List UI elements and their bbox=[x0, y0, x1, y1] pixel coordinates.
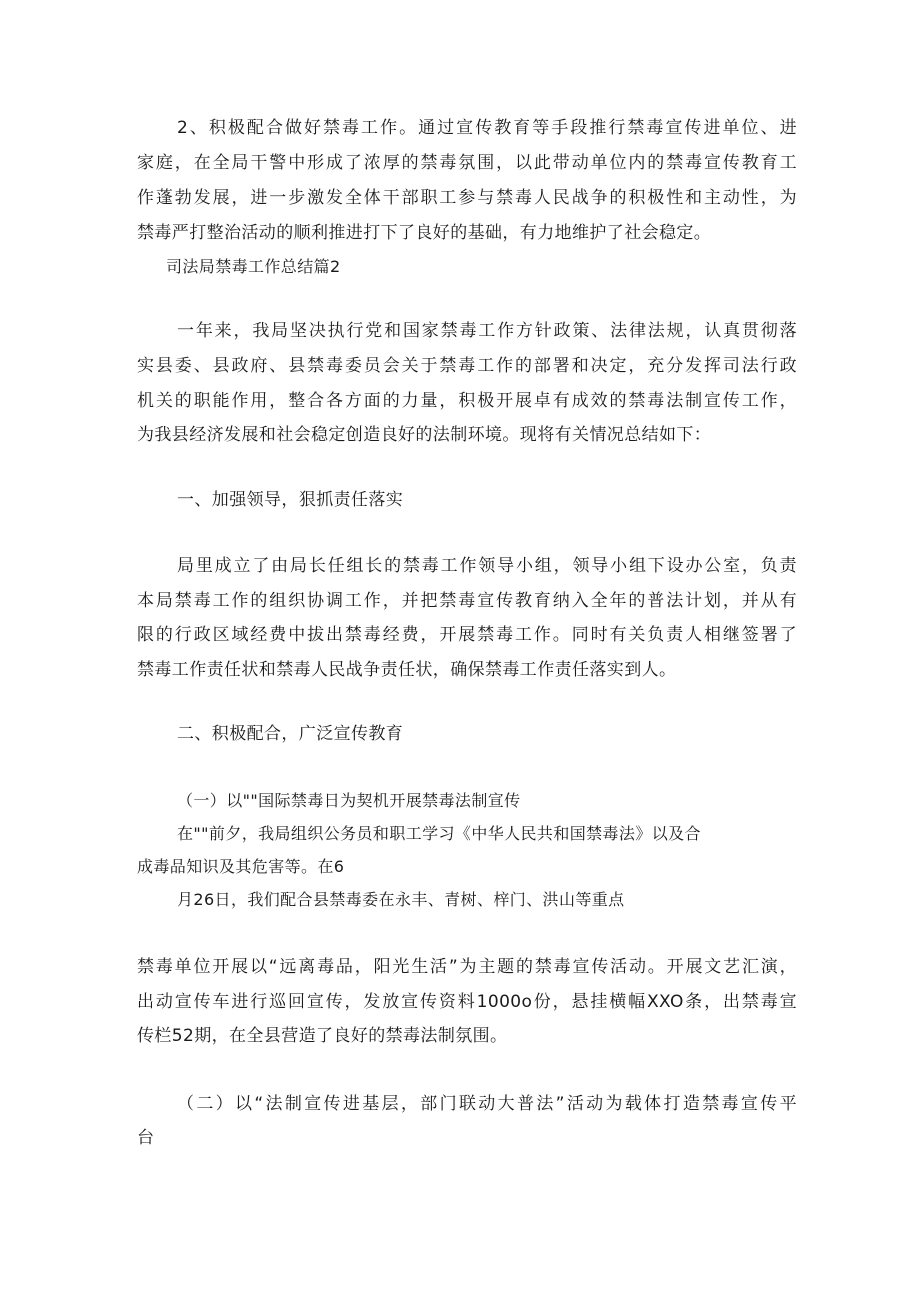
paragraph-line: 家庭，在全局干警中形成了浓厚的禁毒氛围，以此带动单位内的禁毒宣传教育工 bbox=[137, 153, 797, 173]
paragraph-line: 为我县经济发展和社会稳定创造良好的法制环境。现将有关情况总结如下： bbox=[137, 425, 712, 445]
paragraph-line: 作蓬勃发展，进一步激发全体干部职工参与禁毒人民战争的积极性和主动性，为 bbox=[137, 188, 797, 208]
paragraph-line: 局里成立了由局长任组长的禁毒工作领导小组，领导小组下设办公室，负责 bbox=[177, 556, 797, 576]
paragraph-line: 机关的职能作用，整合各方面的力量，积极开展卓有成效的禁毒法制宣传工作， bbox=[137, 391, 797, 411]
paragraph-line: 月26日，我们配合县禁毒委在永丰、青树、梓门、洪山等重点 bbox=[177, 890, 625, 909]
heading: 一、加强领导，狠抓责任落实 bbox=[177, 490, 404, 510]
paragraph-line: 限的行政区域经费中拔出禁毒经费，开展禁毒工作。同时有关负责人相继签署了 bbox=[137, 625, 797, 645]
paragraph-line: 实县委、县政府、县禁毒委员会关于禁毒工作的部署和决定，充分发挥司法行政 bbox=[137, 356, 797, 376]
sub-heading: （二）以“法制宣传进基层，部门联动大普法”活动为载体打造禁毒宣传平 bbox=[177, 1094, 797, 1114]
paragraph-line: 一年来，我局坚决执行党和国家禁毒工作方针政策、法律法规，认真贯彻落 bbox=[177, 321, 797, 341]
paragraph-line: 本局禁毒工作的组织协调工作，并把禁毒宣传教育纳入全年的普法计划，并从有 bbox=[137, 591, 797, 611]
sub-heading: 台 bbox=[137, 1128, 155, 1148]
paragraph-line: 禁毒工作责任状和禁毒人民战争责任状，确保禁毒工作责任落实到人。 bbox=[137, 660, 677, 680]
paragraph-line: 出动宣传车进行巡回宣传，发放宣传资料1000o份，悬挂横幅XXO条，出禁毒宣 bbox=[137, 992, 797, 1012]
paragraph-line: 禁毒单位开展以“远离毒品，阳光生活”为主题的禁毒宣传活动。开展文艺汇演， bbox=[137, 957, 797, 977]
heading: 二、积极配合，广泛宣传教育 bbox=[177, 724, 404, 744]
section-title: 司法局禁毒工作总结篇2 bbox=[166, 257, 341, 276]
paragraph-line: 在""前夕，我局组织公务员和职工学习《中华人民共和国禁毒法》以及合 bbox=[177, 824, 701, 843]
paragraph-line: 2、积极配合做好禁毒工作。通过宣传教育等手段推行禁毒宣传进单位、进 bbox=[177, 118, 797, 138]
paragraph-line: 成毒品知识及其危害等。在6 bbox=[137, 857, 345, 876]
paragraph-line: 禁毒严打整治活动的顺利推进打下了良好的基础，有力地维护了社会稳定。 bbox=[137, 223, 712, 243]
paragraph-line: 传栏52期，在全县营造了良好的禁毒法制氛围。 bbox=[137, 1026, 508, 1046]
sub-heading: （一）以""国际禁毒日为契机开展禁毒法制宣传 bbox=[177, 791, 521, 810]
